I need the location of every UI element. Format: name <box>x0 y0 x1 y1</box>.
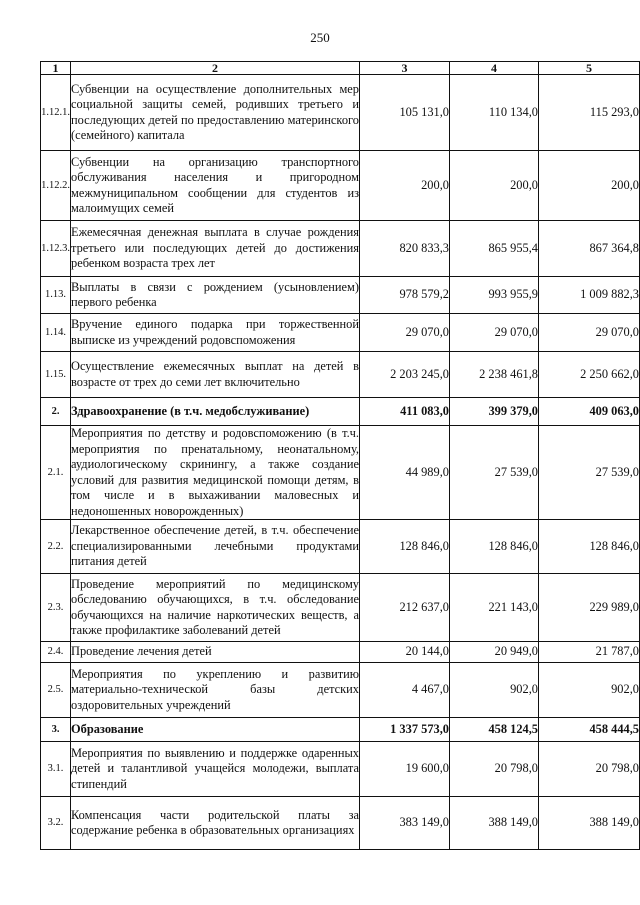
value-col-4: 27 539,0 <box>450 426 539 520</box>
value-col-4: 993 955,9 <box>450 277 539 314</box>
table-body <box>41 75 640 850</box>
table-row <box>41 151 640 221</box>
column-header-1: 1 <box>41 62 71 75</box>
header-row <box>41 62 640 75</box>
row-number: 3.2. <box>41 797 71 850</box>
row-number: 1.13. <box>41 277 71 314</box>
value-col-5: 27 539,0 <box>539 426 640 520</box>
value-col-5: 2 250 662,0 <box>539 352 640 398</box>
row-number: 1.12.2. <box>41 151 71 221</box>
row-description: Проведение лечения детей <box>71 642 360 663</box>
row-number: 3.1. <box>41 742 71 797</box>
table-row <box>41 742 640 797</box>
value-col-3: 411 083,0 <box>360 398 450 426</box>
value-col-4: 221 143,0 <box>450 574 539 642</box>
value-col-5: 29 070,0 <box>539 314 640 352</box>
row-description: Компенсация части родительской платы за содержание ребенка в образовательных организациях <box>71 797 360 850</box>
value-col-5: 388 149,0 <box>539 797 640 850</box>
value-col-5: 458 444,5 <box>539 718 640 742</box>
table-row <box>41 277 640 314</box>
budget-table <box>40 61 640 850</box>
value-col-4: 20 798,0 <box>450 742 539 797</box>
value-col-4: 20 949,0 <box>450 642 539 663</box>
value-col-5: 902,0 <box>539 663 640 718</box>
value-col-5: 229 989,0 <box>539 574 640 642</box>
table-row <box>41 574 640 642</box>
row-description: Ежемесячная денежная выплата в случае рождения третьего или последующих детей до достижения ребенком возраста трех лет <box>71 221 360 277</box>
value-col-4: 2 238 461,8 <box>450 352 539 398</box>
value-col-4: 128 846,0 <box>450 520 539 574</box>
value-col-3: 20 144,0 <box>360 642 450 663</box>
value-col-5: 1 009 882,3 <box>539 277 640 314</box>
row-number: 1.14. <box>41 314 71 352</box>
row-number: 2.2. <box>41 520 71 574</box>
table-row <box>41 797 640 850</box>
table-row <box>41 426 640 520</box>
row-number: 2.5. <box>41 663 71 718</box>
table-row <box>41 718 640 742</box>
table-row <box>41 642 640 663</box>
row-description: Образование <box>71 718 360 742</box>
value-col-4: 902,0 <box>450 663 539 718</box>
value-col-4: 388 149,0 <box>450 797 539 850</box>
value-col-3: 128 846,0 <box>360 520 450 574</box>
row-description: Субвенции на осуществление дополнительных мер социальной защиты семей, родивших третьего и последующих детей по предоставлению материнского (семейного) капитала <box>71 75 360 151</box>
value-col-3: 383 149,0 <box>360 797 450 850</box>
row-description: Субвенции на организацию транспортного обслуживания населения и пригородном межмуниципальном сообщении для студентов из малоимущих семей <box>71 151 360 221</box>
row-description: Вручение единого подарка при торжественной выписке из учреждений родовспоможения <box>71 314 360 352</box>
column-header-4: 4 <box>450 62 539 75</box>
row-number: 1.12.3. <box>41 221 71 277</box>
table-row <box>41 221 640 277</box>
value-col-4: 200,0 <box>450 151 539 221</box>
value-col-5: 128 846,0 <box>539 520 640 574</box>
row-description: Мероприятия по детству и родовспоможению (в т.ч. мероприятия по пренатальному, неонатальному, аудиологическому скринингу, а также создание условий для развития медицинской помощи детям, в том числе и в выхаживании маловесных и недоношенных новорожденных) <box>71 426 359 518</box>
row-description: Мероприятия по укреплению и развитию материально-технической базы детских оздоровительных учреждений <box>71 663 360 718</box>
value-col-4: 399 379,0 <box>450 398 539 426</box>
value-col-3: 1 337 573,0 <box>360 718 450 742</box>
value-col-3: 4 467,0 <box>360 663 450 718</box>
row-number: 2.3. <box>41 574 71 642</box>
value-col-4: 110 134,0 <box>450 75 539 151</box>
value-col-3: 978 579,2 <box>360 277 450 314</box>
value-col-5: 21 787,0 <box>539 642 640 663</box>
table-row <box>41 663 640 718</box>
value-col-5: 115 293,0 <box>539 75 640 151</box>
value-col-4: 865 955,4 <box>450 221 539 277</box>
value-col-3: 200,0 <box>360 151 450 221</box>
row-number: 2.4. <box>41 642 71 663</box>
row-description: Мероприятия по выявлению и поддержке одаренных детей и талантливой учащейся молодежи, выплата стипендий <box>71 742 360 797</box>
row-description: Лекарственное обеспечение детей, в т.ч. обеспечение специализированными лечебными продуктами питания детей <box>71 520 360 574</box>
table-row <box>41 75 640 151</box>
value-col-4: 29 070,0 <box>450 314 539 352</box>
table-row <box>41 352 640 398</box>
value-col-3: 29 070,0 <box>360 314 450 352</box>
row-description: Проведение мероприятий по медицинскому обследованию обучающихся, в т.ч. обследование обучающихся на наличие наркотических веществ, а также профилактике заболеваний детей <box>71 574 360 642</box>
row-description: Выплаты в связи с рождением (усыновлением) первого ребенка <box>71 277 360 314</box>
value-col-5: 867 364,8 <box>539 221 640 277</box>
value-col-5: 200,0 <box>539 151 640 221</box>
column-header-2: 2 <box>71 62 360 75</box>
value-col-4: 458 124,5 <box>450 718 539 742</box>
row-number: 2. <box>41 398 71 426</box>
value-col-3: 212 637,0 <box>360 574 450 642</box>
row-number: 1.15. <box>41 352 71 398</box>
value-col-3: 19 600,0 <box>360 742 450 797</box>
value-col-5: 20 798,0 <box>539 742 640 797</box>
row-number: 1.12.1. <box>41 75 71 151</box>
row-description: Осуществление ежемесячных выплат на детей в возрасте от трех до семи лет включительно <box>71 352 360 398</box>
value-col-3: 105 131,0 <box>360 75 450 151</box>
row-description: Здравоохранение (в т.ч. медобслуживание) <box>71 398 360 426</box>
table-row <box>41 314 640 352</box>
table-row <box>41 398 640 426</box>
page-number: 250 <box>310 30 330 45</box>
column-header-5: 5 <box>539 62 640 75</box>
table-row <box>41 520 640 574</box>
value-col-3: 2 203 245,0 <box>360 352 450 398</box>
value-col-5: 409 063,0 <box>539 398 640 426</box>
column-header-3: 3 <box>360 62 450 75</box>
value-col-3: 44 989,0 <box>360 426 450 520</box>
row-number: 2.1. <box>41 426 71 520</box>
value-col-3: 820 833,3 <box>360 221 450 277</box>
row-number: 3. <box>41 718 71 742</box>
